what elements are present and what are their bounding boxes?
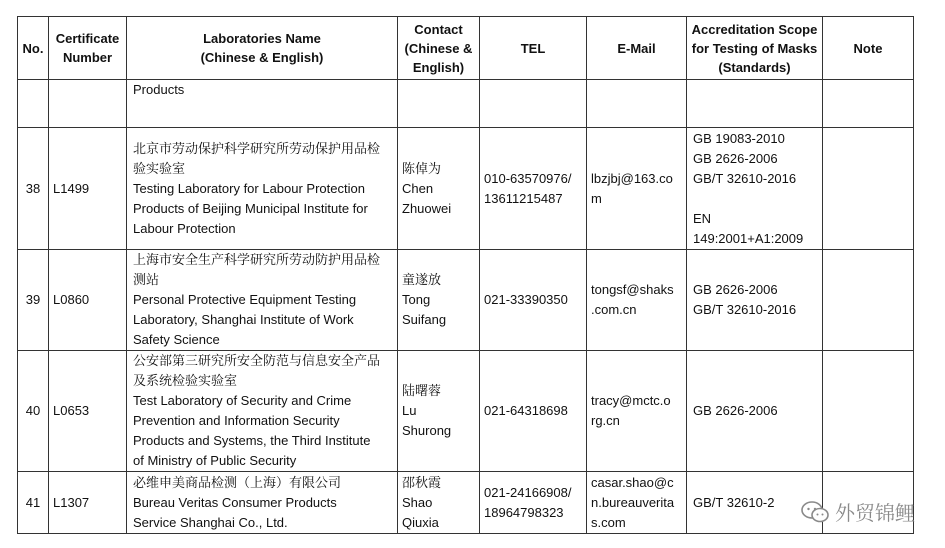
- table-row: [18, 250, 914, 351]
- header-row: [18, 17, 914, 80]
- cell-note: [823, 128, 914, 250]
- scope-line: GB/T 32610-2016: [693, 170, 797, 186]
- header-tel: TEL: [480, 17, 587, 80]
- cell-no: 41: [18, 472, 49, 534]
- cell-lab: 必维申美商品检测（上海）有限公司 Bureau Veritas Consumer Products Service Shanghai Co., Ltd.: [127, 472, 398, 534]
- cell-scope: [687, 80, 823, 128]
- cell-scope: [687, 351, 823, 472]
- cell-email: tongsf@shaks .com.cn: [587, 250, 687, 351]
- cell-email: casar.shao@c n.bureauverita s.com: [587, 472, 687, 534]
- cell-tel: 010-63570976/ 13611215487: [480, 128, 587, 250]
- watermark: [801, 497, 915, 526]
- header-no: No.: [18, 17, 49, 80]
- scope-line: GB 2626-2006: [693, 150, 778, 166]
- cell-tel: 021-33390350: [480, 250, 587, 351]
- scope-line: GB 2626-2006: [693, 282, 778, 297]
- cell-no: 38: [18, 128, 49, 250]
- cell-contact: 陆曙蓉 Lu Shurong: [398, 351, 480, 472]
- table-row: [18, 128, 914, 250]
- cell-email: [587, 80, 687, 128]
- header-contact: Contact (Chinese & English): [398, 17, 480, 80]
- cell-contact: 陈倬为 Chen Zhuowei: [398, 128, 480, 250]
- scope-line: GB 19083-2010: [693, 130, 785, 146]
- cell-no: 39: [18, 250, 49, 351]
- cell-note: [823, 250, 914, 351]
- header-certificate-number: Certificate Number: [49, 17, 127, 80]
- cell-cert: L0860: [49, 250, 127, 351]
- cell-tel: 021-64318698: [480, 351, 587, 472]
- scope-line: EN: [693, 210, 712, 226]
- laboratory-table: [17, 16, 914, 534]
- scope-spacer: [693, 189, 818, 209]
- cell-scope: [687, 128, 823, 250]
- cell-tel: [480, 80, 587, 128]
- wechat-icon: [801, 501, 829, 523]
- cell-cert: [49, 80, 127, 128]
- cell-contact: 童遂放 Tong Suifang: [398, 250, 480, 351]
- watermark-text: 外贸锦鲤: [835, 501, 915, 525]
- cell-email: tracy@mctc.o rg.cn: [587, 351, 687, 472]
- scope-line: 149:2001+A1:2009: [693, 230, 804, 246]
- header-accreditation-scope: Accreditation Scope for Testing of Masks (Standards): [687, 17, 823, 80]
- cell-lab: Products: [127, 80, 398, 128]
- cell-lab: 北京市劳动保护科学研究所劳动保护用品检 验实验室 Testing Laboratory for Labour Protection Products of Beijing Municipal Institute for Labour Protection: [127, 128, 398, 250]
- scope-line: GB/T 32610-2: [693, 494, 775, 510]
- cell-tel: 021-24166908/ 18964798323: [480, 472, 587, 534]
- cell-cert: L1499: [49, 128, 127, 250]
- cell-note: [823, 80, 914, 128]
- header-email: E-Mail: [587, 17, 687, 80]
- cell-email: lbzjbj@163.co m: [587, 128, 687, 250]
- cell-cert: L1307: [49, 472, 127, 534]
- scope-line: GB/T 32610-2016: [693, 302, 797, 317]
- cell-scope: [687, 250, 823, 351]
- table-row: [18, 472, 914, 534]
- cell-no: 40: [18, 351, 49, 472]
- scope-line: GB 2626-2006: [693, 403, 778, 418]
- header-laboratories-name: Laboratories Name (Chinese & English): [127, 17, 398, 80]
- table-row: [18, 351, 914, 472]
- cell-contact: 邵秋霞 Shao Qiuxia: [398, 472, 480, 534]
- header-note: Note: [823, 17, 914, 80]
- cell-cert: L0653: [49, 351, 127, 472]
- cell-contact: [398, 80, 480, 128]
- cell-no: [18, 80, 49, 128]
- continuation-row: [18, 80, 914, 128]
- cell-lab: 公安部第三研究所安全防范与信息安全产品 及系统检验实验室 Test Laboratory of Security and Crime Prevention and Information Security Products and Systems, the Third Institute of Ministry of Public Security: [127, 351, 398, 472]
- cell-lab: 上海市安全生产科学研究所劳动防护用品检 测站 Personal Protective Equipment Testing Laboratory, Shanghai Institute of Work Safety Science: [127, 250, 398, 351]
- cell-note: [823, 351, 914, 472]
